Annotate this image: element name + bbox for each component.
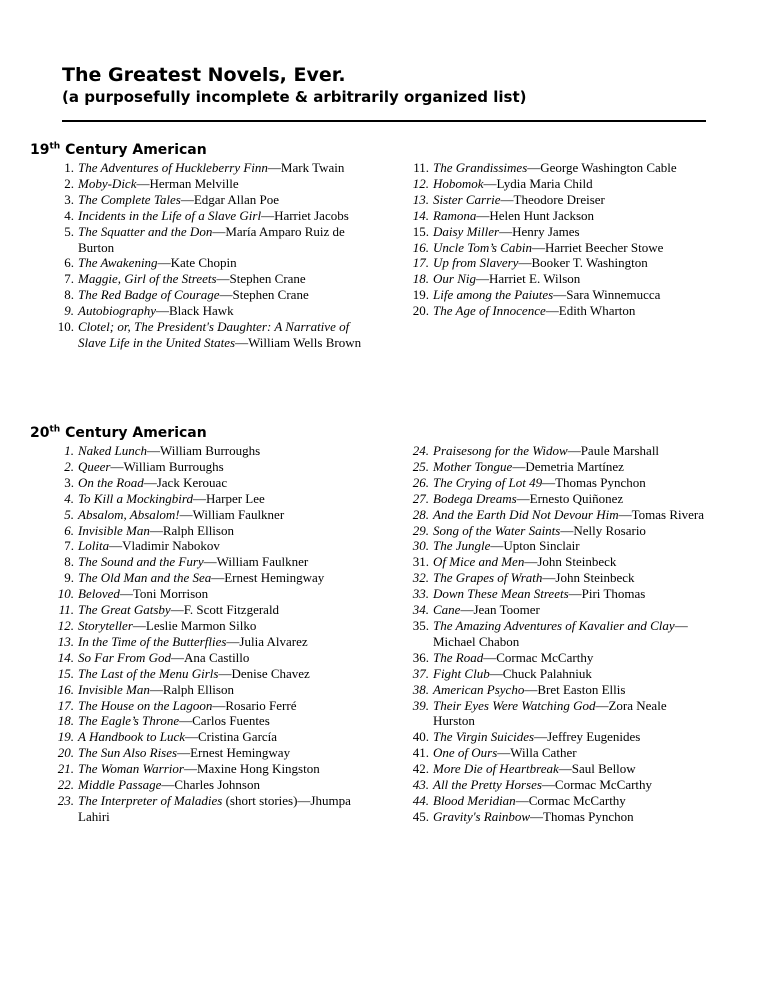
novel-author: —Henry James (499, 223, 580, 239)
novel-title: The Old Man and the Sea (78, 570, 212, 586)
list-item (408, 570, 708, 586)
list-item (408, 682, 708, 698)
novel-title: The House on the Lagoon (78, 697, 213, 713)
list-item (408, 491, 708, 507)
list-item (408, 698, 708, 730)
list-item (53, 777, 373, 793)
list-item-number: 44. (412, 792, 429, 808)
list-item-number: 7. (64, 271, 74, 287)
novel-title: The Woman Warrior (78, 761, 184, 777)
novel-title: A Handbook to Luck (78, 729, 185, 745)
novel-author: —Jack Kerouac (143, 474, 228, 490)
novel-title: The Grapes of Wrath (433, 570, 543, 586)
list-item-number: 10. (57, 586, 74, 602)
novel-title: Autobiography (78, 303, 156, 319)
list-item-number: 11. (58, 602, 74, 618)
list-item-number: 3. (64, 474, 74, 490)
novel-title: Storyteller (78, 617, 133, 633)
list-item-number: 45. (412, 808, 429, 824)
list-item (408, 586, 708, 602)
novel-author: —William Faulkner (203, 554, 309, 570)
list-item (53, 287, 373, 303)
list-item (408, 443, 708, 459)
novel-author: —Harriet Jacobs (261, 207, 349, 223)
list-item (408, 777, 708, 793)
novel-title: The Road (433, 649, 484, 665)
list-item (53, 303, 373, 319)
novel-title: Gravity's Rainbow (433, 808, 531, 824)
novel-title: On the Road (78, 474, 144, 490)
list-item (408, 303, 708, 319)
novel-title: Song of the Water Saints (433, 522, 561, 538)
novel-author: —William Wells Brown (235, 334, 362, 350)
novel-author: —Ralph Ellison (149, 681, 234, 697)
novel-author: —Herman Melville (136, 175, 239, 191)
list-item-number: 9. (64, 570, 74, 586)
novel-author: —Tomas Rivera (618, 506, 704, 522)
list-item-number: 12. (412, 175, 429, 191)
list-item (53, 224, 373, 256)
page-title: The Greatest Novels, Ever. (62, 64, 346, 86)
list-item-number: 30. (412, 538, 429, 554)
list-item (53, 208, 373, 224)
list-item-number: 43. (412, 777, 429, 793)
novel-title: Life among the Paiutes (433, 287, 554, 303)
list-item-number: 9. (64, 303, 74, 319)
list-item (408, 538, 708, 554)
novel-title: The Sun Also Rises (78, 745, 178, 761)
novel-title: Beloved (78, 586, 120, 602)
list-item-number: 19. (412, 287, 429, 303)
list-item-number: 8. (64, 554, 74, 570)
novel-title: Moby-Dick (78, 175, 137, 191)
list-item-number: 18. (412, 271, 429, 287)
list-item (53, 192, 373, 208)
novel-author: —Piri Thomas (568, 586, 646, 602)
novel-title: The Last of the Menu Girls (78, 665, 219, 681)
list-item (53, 745, 373, 761)
title-divider (62, 120, 706, 122)
list-item (408, 255, 708, 271)
novel-author: —Thomas Pynchon (542, 474, 646, 490)
list-item-number: 28. (412, 506, 429, 522)
novel-title: Invisible Man (78, 681, 150, 697)
list-item (408, 602, 708, 618)
novel-author: —Paule Marshall (567, 443, 660, 458)
list-item (408, 729, 708, 745)
novel-title: Absalom, Absalom! (78, 506, 180, 522)
list-item-number: 20. (57, 745, 74, 761)
novel-author: —Cormac McCarthy (483, 649, 594, 665)
list-item (408, 176, 708, 192)
list-item (408, 271, 708, 287)
list-item-number: 39. (412, 697, 429, 713)
novel-author: —Ernest Hemingway (177, 745, 291, 761)
list-item-number: 1. (64, 443, 74, 458)
list-item-number: 6. (64, 255, 74, 271)
novel-title: The Adventures of Huckleberry Finn (78, 160, 268, 175)
list-item (408, 208, 708, 224)
list-item-number: 8. (64, 287, 74, 303)
list-item-number: 4. (64, 207, 74, 223)
novel-author: —Thomas Pynchon (530, 808, 634, 824)
list-item-number: 2. (64, 175, 74, 191)
list-item-number: 32. (412, 570, 429, 586)
list-item-number: 14. (57, 649, 74, 665)
list-item (53, 160, 373, 176)
list-item-number: 3. (64, 191, 74, 207)
list-item-number: 38. (412, 681, 429, 697)
novel-title: The Virgin Suicides (433, 729, 535, 745)
list-item (53, 586, 373, 602)
novel-title: The Grandissimes (433, 160, 528, 175)
novel-author: —F. Scott Fitzgerald (170, 602, 280, 618)
novel-author: —Harriet E. Wilson (475, 271, 581, 287)
novel-title: Their Eyes Were Watching God (433, 697, 596, 713)
novel-author: —Stephen Crane (216, 271, 306, 287)
novel-author: —Rosario Ferré (212, 697, 297, 713)
novel-author: —Mark Twain (267, 160, 345, 175)
list-item (53, 319, 373, 351)
list-item-number: 4. (64, 490, 74, 506)
list-item (53, 761, 373, 777)
novel-title: Uncle Tom’s Cabin (433, 239, 532, 255)
novel-title: The Jungle (433, 538, 491, 554)
list-item-number: 5. (64, 223, 74, 239)
novel-author: —Ana Castillo (171, 649, 250, 665)
novel-author: (short stories)—Jhumpa Lahiri (78, 792, 351, 824)
list-item (53, 729, 373, 745)
list-item-number: 10. (57, 319, 74, 335)
list-19th-century-right (408, 160, 708, 319)
novel-author: —Denise Chavez (218, 665, 310, 681)
novel-author: —Edith Wharton (545, 303, 636, 319)
list-item-number: 1. (64, 160, 74, 175)
list-item-number: 42. (412, 761, 429, 777)
novel-author: —Carlos Fuentes (179, 713, 270, 729)
novel-author: —John Steinbeck (542, 570, 635, 586)
list-item-number: 21. (57, 761, 74, 777)
list-item-number: 41. (412, 745, 429, 761)
list-item (53, 176, 373, 192)
list-item-number: 23. (57, 792, 74, 808)
novel-author: —Stephen Crane (219, 287, 309, 303)
list-item-number: 15. (412, 223, 429, 239)
novel-author: —Demetria Martínez (512, 458, 624, 474)
list-item-number: 33. (412, 586, 429, 602)
list-item-number: 29. (412, 522, 429, 538)
list-item (53, 634, 373, 650)
novel-title: The Age of Innocence (433, 303, 546, 319)
list-item-number: 35. (412, 617, 429, 633)
novel-author: —Cormac McCarthy (541, 777, 653, 793)
novel-author: —Charles Johnson (161, 777, 260, 793)
novel-author: —Bret Easton Ellis (524, 681, 626, 697)
list-item (53, 459, 373, 475)
list-item-number: 34. (412, 602, 429, 618)
list-item (408, 793, 708, 809)
list-item-number: 17. (57, 697, 74, 713)
novel-author: —Nelly Rosario (560, 522, 646, 538)
list-item-number: 14. (412, 207, 429, 223)
section-heading-19th-century: 19th Century American (30, 141, 207, 158)
novel-author: —Julia Alvarez (226, 633, 308, 649)
list-item (408, 192, 708, 208)
novel-title: One of Ours (433, 745, 498, 761)
novel-title: All the Pretty Horses (433, 777, 542, 793)
list-item-number: 36. (412, 649, 429, 665)
list-item-number: 37. (412, 665, 429, 681)
list-19th-century-left (53, 160, 373, 351)
list-item (408, 459, 708, 475)
novel-author: —Sara Winnemucca (553, 287, 661, 303)
novel-author: —María Amparo Ruiz de Burton (78, 223, 345, 255)
novel-title: Up from Slavery (433, 255, 519, 271)
list-item-number: 13. (412, 191, 429, 207)
novel-author: —Black Hawk (156, 303, 234, 319)
list-item-number: 16. (412, 239, 429, 255)
novel-author: —George Washington Cable (527, 160, 677, 175)
list-item (408, 507, 708, 523)
novel-title: Cane (433, 602, 461, 618)
novel-title: Our Nig (433, 271, 476, 287)
novel-title: Daisy Miller (433, 223, 500, 239)
novel-title: Incidents in the Life of a Slave Girl (78, 207, 262, 223)
novel-author: —William Faulkner (179, 506, 285, 522)
novel-author: —Cormac McCarthy (515, 792, 626, 808)
novel-title: Middle Passage (78, 777, 162, 793)
list-item-number: 2. (64, 458, 74, 474)
novel-author: —Vladimir Nabokov (109, 538, 220, 554)
list-item (53, 618, 373, 634)
novel-author: —Upton Sinclair (490, 538, 580, 554)
novel-author: —William Burroughs (110, 458, 224, 474)
novel-author: —Kate Chopin (157, 255, 237, 271)
list-item-number: 5. (64, 506, 74, 522)
list-item (53, 713, 373, 729)
novel-title: Ramona (433, 207, 477, 223)
list-item (408, 287, 708, 303)
novel-author: —John Steinbeck (524, 554, 617, 570)
list-item (408, 618, 708, 650)
list-item-number: 40. (412, 729, 429, 745)
list-item-number: 12. (57, 617, 74, 633)
novel-title: And the Earth Did Not Devour Him (433, 506, 619, 522)
novel-title: The Complete Tales (78, 191, 181, 207)
novel-title: American Psycho (433, 681, 525, 697)
novel-title: The Red Badge of Courage (78, 287, 220, 303)
list-item-number: 31. (412, 554, 429, 570)
novel-author: —Lydia Maria Child (483, 175, 593, 191)
novel-author: —Toni Morrison (119, 586, 209, 602)
novel-author: —Harper Lee (192, 490, 265, 506)
novel-title: Lolita (78, 538, 110, 554)
list-item-number: 16. (57, 681, 74, 697)
novel-title: Sister Carrie (433, 191, 501, 207)
novel-title: Blood Meridian (433, 792, 516, 808)
novel-author: —Ralph Ellison (149, 522, 234, 538)
list-item-number: 26. (412, 474, 429, 490)
novel-author: —Willa Cather (497, 745, 577, 761)
novel-title: So Far From God (78, 649, 172, 665)
novel-title: More Die of Heartbreak (433, 761, 559, 777)
list-item (53, 443, 373, 459)
list-item-number: 18. (57, 713, 74, 729)
novel-author: —William Burroughs (146, 443, 261, 458)
list-item (53, 682, 373, 698)
novel-title: The Squatter and the Don (78, 223, 213, 239)
novel-title: The Awakening (78, 255, 158, 271)
list-20th-century-right (408, 443, 708, 825)
list-item-number: 19. (57, 729, 74, 745)
novel-author: —Jean Toomer (460, 602, 540, 618)
list-item-number: 13. (57, 633, 74, 649)
list-item (53, 570, 373, 586)
list-item-number: 11. (413, 160, 429, 175)
novel-author: —Theodore Dreiser (500, 191, 605, 207)
novel-title: Maggie, Girl of the Streets (78, 271, 217, 287)
list-item (408, 809, 708, 825)
list-item (53, 602, 373, 618)
novel-title: Mother Tongue (433, 458, 513, 474)
list-item (53, 666, 373, 682)
novel-title: The Great Gatsby (78, 602, 171, 618)
novel-author: —Zora Neale Hurston (433, 697, 667, 729)
novel-author: —Michael Chabon (433, 617, 688, 649)
list-item (53, 491, 373, 507)
novel-author: —Ernest Hemingway (211, 570, 325, 586)
list-item (53, 523, 373, 539)
list-item (408, 240, 708, 256)
list-item-number: 7. (64, 538, 74, 554)
novel-title: Hobomok (433, 175, 484, 191)
novel-title: Praisesong for the Widow (433, 443, 568, 458)
novel-author: —Ernesto Quiñonez (516, 490, 624, 506)
list-item (53, 650, 373, 666)
list-item-number: 25. (412, 458, 429, 474)
page-subtitle: (a purposefully incomplete & arbitrarily organized list) (62, 88, 527, 106)
section-heading-20th-century: 20th Century American (30, 424, 207, 441)
novel-title: The Amazing Adventures of Kavalier and Clay (433, 617, 675, 633)
list-item (408, 650, 708, 666)
list-item (408, 160, 708, 176)
list-item (53, 793, 373, 825)
novel-title: Naked Lunch (78, 443, 147, 458)
list-item (53, 255, 373, 271)
list-item-number: 20. (412, 303, 429, 319)
list-item (408, 745, 708, 761)
novel-title: Bodega Dreams (433, 490, 517, 506)
novel-title: Fight Club (433, 665, 490, 681)
list-item (53, 554, 373, 570)
novel-title: The Eagle’s Throne (78, 713, 180, 729)
novel-author: —Jeffrey Eugenides (534, 729, 641, 745)
novel-title: In the Time of the Butterflies (78, 633, 227, 649)
list-item (408, 666, 708, 682)
novel-author: —Cristina García (185, 729, 278, 745)
novel-title: Invisible Man (78, 522, 150, 538)
list-item (408, 224, 708, 240)
novel-author: —Leslie Marmon Silko (132, 617, 257, 633)
novel-title: To Kill a Mockingbird (78, 490, 193, 506)
list-20th-century-left (53, 443, 373, 825)
list-item (408, 761, 708, 777)
novel-author: —Edgar Allan Poe (180, 191, 280, 207)
novel-title: The Sound and the Fury (78, 554, 204, 570)
novel-title: The Crying of Lot 49 (433, 474, 543, 490)
list-item (53, 538, 373, 554)
list-item-number: 27. (412, 490, 429, 506)
list-item-number: 6. (64, 522, 74, 538)
list-item (53, 271, 373, 287)
novel-title: Clotel; or, The President's Daughter: A Narrative of Slave Life in the United States (78, 319, 350, 350)
list-item-number: 22. (57, 777, 74, 793)
list-item-number: 17. (412, 255, 429, 271)
list-item (408, 475, 708, 491)
list-item (53, 507, 373, 523)
list-item-number: 15. (57, 665, 74, 681)
novel-author: —Saul Bellow (558, 761, 636, 777)
list-item (408, 554, 708, 570)
novel-title: Queer (78, 458, 111, 474)
novel-title: Of Mice and Men (433, 554, 525, 570)
novel-author: —Helen Hunt Jackson (476, 207, 595, 223)
novel-author: —Maxine Hong Kingston (183, 761, 320, 777)
list-item (53, 475, 373, 491)
novel-author: —Booker T. Washington (518, 255, 648, 271)
novel-author: —Harriet Beecher Stowe (531, 239, 664, 255)
list-item (53, 698, 373, 714)
list-item-number: 24. (412, 443, 429, 458)
novel-author: —Chuck Palahniuk (489, 665, 592, 681)
novel-title: The Interpreter of Maladies (78, 792, 223, 808)
novel-title: Down These Mean Streets (433, 586, 569, 602)
list-item (408, 523, 708, 539)
